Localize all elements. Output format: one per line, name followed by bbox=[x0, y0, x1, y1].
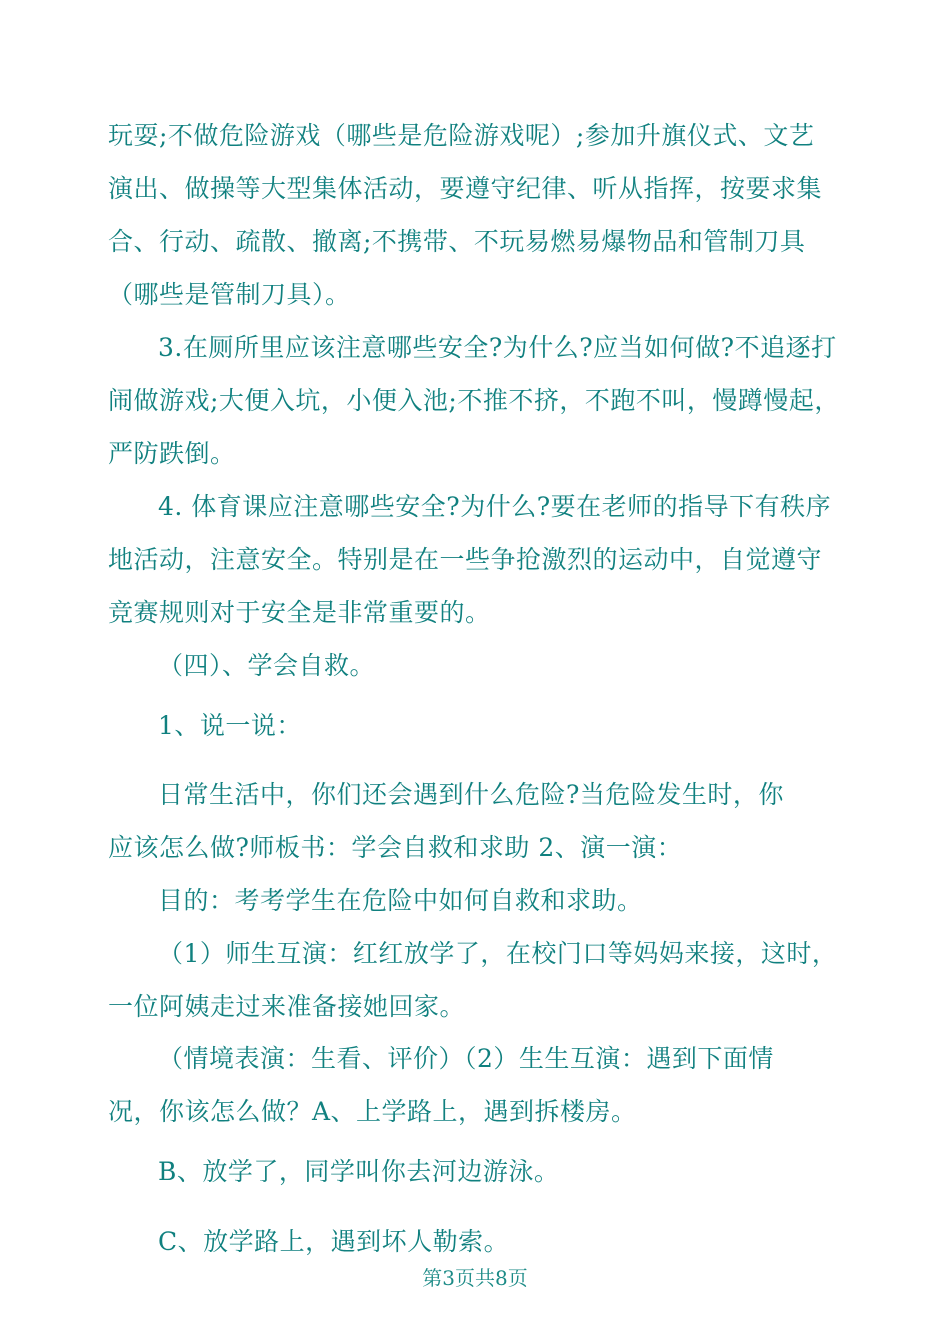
text-line: （哪些是管制刀具）。 bbox=[108, 280, 351, 309]
page-number-footer: 第3页共8页 bbox=[422, 1266, 528, 1290]
text-line: 合、行动、疏散、撤离;不携带、不玩易燃易爆物品和管制刀具 bbox=[108, 227, 806, 256]
text-line: 严防跌倒。 bbox=[108, 439, 236, 468]
text-line: 应该怎么做?师板书：学会自救和求助 2、演一演： bbox=[108, 833, 683, 862]
text-line: 4. 体育课应注意哪些安全?为什么?要在老师的指导下有秩序 bbox=[158, 492, 832, 521]
text-line: （1）师生互演：红红放学了，在校门口等妈妈来接，这时， bbox=[158, 939, 838, 968]
text-line: B、放学了，同学叫你去河边游泳。 bbox=[158, 1157, 560, 1186]
text-line: C、放学路上，遇到坏人勒索。 bbox=[158, 1227, 510, 1256]
text-line: （情境表演：生看、评价）（2）生生互演：遇到下面情 bbox=[158, 1044, 774, 1073]
text-line: 3.在厕所里应该注意哪些安全?为什么?应当如何做?不追逐打 bbox=[158, 333, 837, 362]
section-heading: （四）、学会自救。 bbox=[158, 651, 376, 680]
text-line: 日常生活中，你们还会遇到什么危险?当危险发生时，你 bbox=[158, 780, 784, 809]
text-line: 地活动，注意安全。特别是在一些争抢激烈的运动中，自觉遵守 bbox=[108, 545, 823, 574]
text-line: 竞赛规则对于安全是非常重要的。 bbox=[108, 598, 491, 627]
text-line: 目的：考考学生在危险中如何自救和求助。 bbox=[158, 886, 643, 915]
text-line: 玩耍;不做危险游戏（哪些是危险游戏呢）;参加升旗仪式、文艺 bbox=[108, 121, 815, 150]
text-line: 闹做游戏;大便入坑，小便入池;不推不挤，不跑不叫，慢蹲慢起， bbox=[108, 386, 840, 415]
text-line: 况，你该怎么做？A、上学路上，遇到拆楼房。 bbox=[108, 1097, 637, 1126]
text-line: 演出、做操等大型集体活动，要遵守纪律、听从指挥，按要求集 bbox=[108, 174, 823, 203]
text-line: 1、说一说： bbox=[158, 711, 302, 740]
text-line: 一位阿姨走过来准备接她回家。 bbox=[108, 992, 466, 1021]
